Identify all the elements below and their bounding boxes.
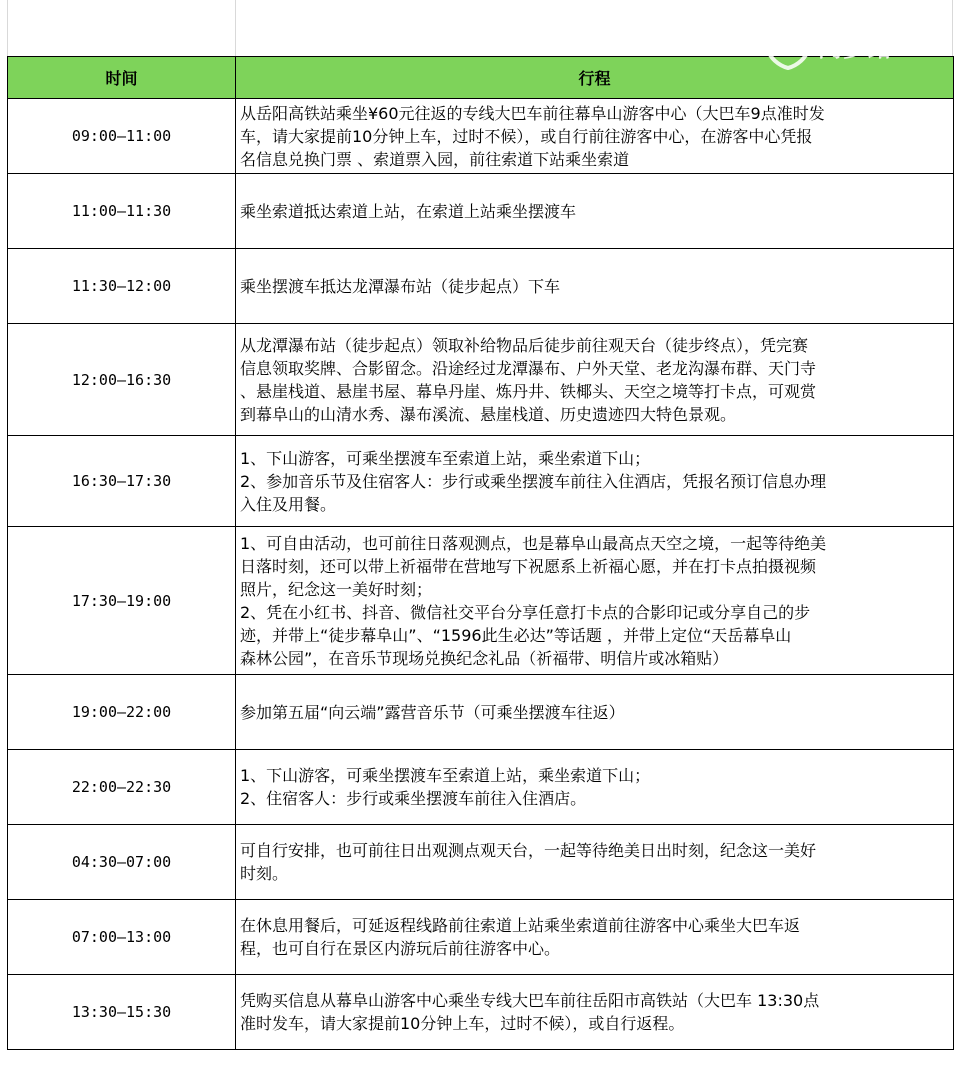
itinerary-line: 信息领取奖牌、合影留念。沿途经过龙潭瀑布、户外天堂、老龙沟瀑布群、天门寺 bbox=[240, 358, 817, 378]
footprint-logo-icon bbox=[760, 22, 816, 72]
itinerary-line: 、悬崖栈道、悬崖书屋、幕阜丹崖、炼丹井、铁椰头、天空之境等打卡点，可观赏 bbox=[240, 381, 817, 401]
header-time: 时间 bbox=[8, 57, 236, 99]
time-cell: 22:00—22:30 bbox=[8, 750, 236, 825]
itinerary-line: 照片，纪念这一美好时刻； bbox=[240, 579, 433, 599]
itinerary-line: 到幕阜山的山清水秀、瀑布溪流、悬崖栈道、历史遗迹四大特色景观。 bbox=[240, 404, 737, 424]
itinerary-line: 2、住宿客人：步行或乘坐摆渡车前往入住酒店。 bbox=[240, 789, 587, 808]
time-cell: 12:00—16:30 bbox=[8, 324, 236, 436]
time-cell: 17:30—19:00 bbox=[8, 527, 236, 675]
itinerary-line: 车，请大家提前10分钟上车，过时不候），或自行前往游客中心，在游客中心凭报 bbox=[240, 126, 813, 146]
itinerary-line: 凭购买信息从幕阜山游客中心乘坐专线大巴车前往岳阳市高铁站（大巴车 13:30点 bbox=[240, 991, 820, 1010]
itinerary-line: 程，也可自行在景区内游玩后前往游客中心。 bbox=[240, 939, 561, 958]
itinerary-line: 在休息用餐后，可延返程线路前往索道上站乘坐索道前往游客中心乘坐大巴车返 bbox=[240, 916, 801, 935]
itinerary-line: 从龙潭瀑布站（徒步起点）领取补给物品后徒步前往观天台（徒步终点），凭完赛 bbox=[240, 335, 809, 355]
table-row bbox=[8, 900, 954, 975]
itinerary-line: 从岳阳高铁站乘坐¥60元往返的专线大巴车前往幕阜山游客中心（大巴车9点准时发 bbox=[240, 103, 825, 123]
itinerary-cell bbox=[236, 750, 954, 825]
table-row bbox=[8, 527, 954, 675]
gridline bbox=[7, 0, 8, 56]
time-cell: 07:00—13:00 bbox=[8, 900, 236, 975]
itinerary-line: 2、参加音乐节及住宿客人：步行或乘坐摆渡车前往入住酒店，凭报名预订信息办理 bbox=[240, 471, 827, 491]
itinerary-line: 1、可自由活动，也可前往日落观测点，也是幕阜山最高点天空之境，一起等待绝美 bbox=[240, 533, 827, 553]
time-cell: 11:00—11:30 bbox=[8, 174, 236, 249]
itinerary-line: 准时发车，请大家提前10分钟上车，过时不候），或自行返程。 bbox=[240, 1014, 685, 1033]
gridline bbox=[952, 0, 953, 56]
table-row bbox=[8, 99, 954, 174]
itinerary-cell bbox=[236, 174, 954, 249]
table-row bbox=[8, 324, 954, 436]
table-row bbox=[8, 675, 954, 750]
itinerary-cell bbox=[236, 825, 954, 900]
time-cell: 13:30—15:30 bbox=[8, 975, 236, 1050]
itinerary-line: 1、下山游客，可乘坐摆渡车至索道上站，乘坐索道下山； bbox=[240, 766, 651, 785]
itinerary-line: 1、下山游客，可乘坐摆渡车至索道上站，乘坐索道下山； bbox=[240, 448, 651, 468]
watermark-logo bbox=[760, 22, 935, 72]
itinerary-line: 入住及用餐。 bbox=[240, 494, 337, 514]
itinerary-cell bbox=[236, 324, 954, 436]
table-row bbox=[8, 825, 954, 900]
table-row bbox=[8, 750, 954, 825]
itinerary-cell bbox=[236, 675, 954, 750]
itinerary-cell bbox=[236, 900, 954, 975]
itinerary-line: 日落时刻，还可以带上祈福带在营地写下祝愿系上祈福心愿，并在打卡点拍摄视频 bbox=[240, 556, 817, 576]
gridline bbox=[235, 0, 236, 56]
itinerary-table bbox=[7, 56, 954, 1050]
itinerary-line: 名信息兑换门票 、索道票入园，前往索道下站乘坐索道 bbox=[240, 149, 630, 169]
time-cell: 19:00—22:00 bbox=[8, 675, 236, 750]
itinerary-line: 森林公园”，在音乐节现场兑换纪念礼品（祈福带、明信片或冰箱贴） bbox=[240, 648, 729, 668]
table-row bbox=[8, 174, 954, 249]
itinerary-cell bbox=[236, 436, 954, 527]
time-cell: 09:00—11:00 bbox=[8, 99, 236, 174]
itinerary-line: 迹，并带上“徒步幕阜山”、“1596此生必达”等话题 ，并带上定位“天岳幕阜山 bbox=[240, 625, 792, 645]
itinerary-cell bbox=[236, 527, 954, 675]
watermark-text: 两步路 bbox=[818, 34, 893, 62]
table-row bbox=[8, 249, 954, 324]
itinerary-line: 时刻。 bbox=[240, 864, 289, 883]
time-cell: 11:30—12:00 bbox=[8, 249, 236, 324]
itinerary-cell bbox=[236, 975, 954, 1050]
time-cell: 16:30—17:30 bbox=[8, 436, 236, 527]
itinerary-line: 参加第五届“向云端”露营音乐节（可乘坐摆渡车往返） bbox=[240, 702, 625, 722]
table-row bbox=[8, 975, 954, 1050]
itinerary-line: 乘坐摆渡车抵达龙潭瀑布站（徒步起点）下车 bbox=[240, 276, 561, 296]
table-row bbox=[8, 436, 954, 527]
itinerary-cell bbox=[236, 99, 954, 174]
itinerary-line: 可自行安排，也可前往日出观测点观天台，一起等待绝美日出时刻，纪念这一美好 bbox=[240, 841, 817, 860]
time-cell: 04:30—07:00 bbox=[8, 825, 236, 900]
itinerary-line: 2、凭在小红书、抖音、微信社交平台分享任意打卡点的合影印记或分享自己的步 bbox=[240, 602, 811, 622]
itinerary-line: 乘坐索道抵达索道上站，在索道上站乘坐摆渡车 bbox=[240, 201, 577, 221]
header-itinerary: 行程 bbox=[236, 57, 954, 99]
itinerary-cell bbox=[236, 249, 954, 324]
